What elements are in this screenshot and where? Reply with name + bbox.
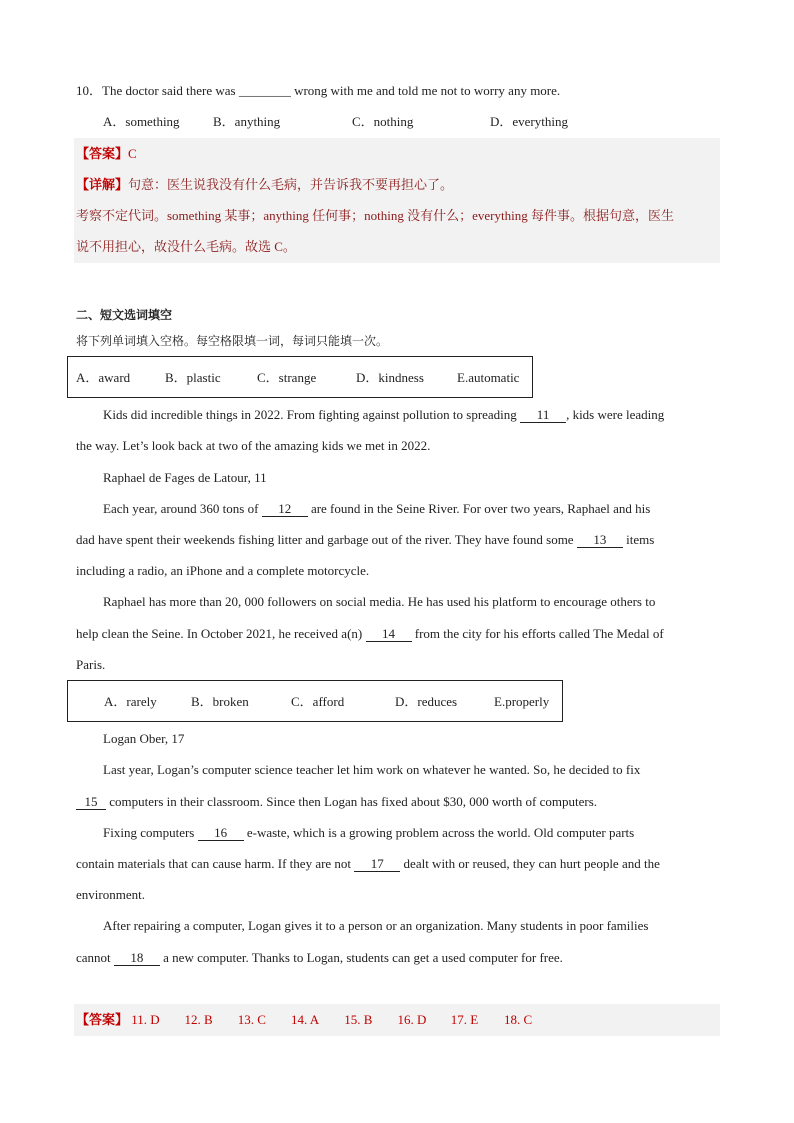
- q10-blank: ________: [238, 83, 291, 98]
- q10-option-d: D．everything: [490, 114, 568, 129]
- q10-stem-text-end: wrong with me and told me not to worry any more.: [290, 83, 561, 98]
- passage-text: from the city for his efforts called The Medal of: [411, 626, 664, 641]
- passage-text: dealt with or reused, they can hurt people and the: [400, 856, 660, 871]
- answer-item: 16. D: [397, 1012, 427, 1027]
- passage-line: Raphael has more than 20, 000 followers on social media. He has used his platform to encourage others to: [103, 594, 656, 609]
- passage-line: Last year, Logan’s computer science teacher let him work on whatever he wanted. So, he decided to fix: [103, 762, 641, 777]
- passage-line: [76, 531, 654, 549]
- q10-option-c: C．nothing: [352, 114, 414, 129]
- section-answers: [76, 1011, 554, 1029]
- passage-line: [76, 793, 597, 811]
- section-title: 二、短文选词填空: [76, 308, 173, 322]
- blank-14[interactable]: 14: [366, 627, 412, 642]
- passage-line: After repairing a computer, Logan gives it to a person or an organization. Many students in poor families: [103, 918, 649, 933]
- detail-text: 句意：医生说我没有什么毛病，并告诉我不要再担心了。: [128, 177, 454, 192]
- passage-line: [103, 824, 634, 842]
- passage-text: items: [622, 532, 655, 547]
- answer-item: 15. B: [344, 1012, 373, 1027]
- section-instruction: 将下列单词填入空格。每空格限填一词，每词只能填一次。: [76, 334, 389, 348]
- word-option: C．afford: [291, 694, 345, 709]
- q10-stem-text: 10．The doctor said there was: [76, 83, 239, 98]
- q10-option-a: A．something: [103, 114, 180, 129]
- word-option: A．award: [76, 370, 131, 385]
- passage-line: the way. Let’s look back at two of the amazing kids we met in 2022.: [76, 438, 431, 453]
- answer-value: C: [128, 146, 137, 161]
- passage-text: , kids were leading: [566, 407, 665, 422]
- word-option: C．strange: [257, 370, 317, 385]
- passage-line: [76, 949, 563, 967]
- passage-text: cannot: [76, 950, 114, 965]
- passage-line: [76, 625, 664, 643]
- detail-label: 【详解】: [76, 177, 129, 192]
- passage-text: e-waste, which is a growing problem across the world. Old computer parts: [243, 825, 635, 840]
- word-option: B．broken: [191, 694, 249, 709]
- q10-detail: [76, 176, 453, 194]
- passage-line: [103, 500, 650, 518]
- passage-text: dad have spent their weekends fishing litter and garbage out of the river. They have found some: [76, 532, 577, 547]
- passage-text: a new computer. Thanks to Logan, students can get a used computer for free.: [159, 950, 563, 965]
- passage-line: [76, 855, 660, 873]
- blank-12[interactable]: 12: [262, 502, 308, 517]
- passage-text: contain materials that can cause harm. If they are not: [76, 856, 355, 871]
- passage-line: including a radio, an iPhone and a complete motorcycle.: [76, 563, 370, 578]
- word-box-1: [67, 356, 533, 398]
- word-option: A．rarely: [104, 694, 157, 709]
- passage-text: computers in their classroom. Since then Logan has fixed about $30, 000 worth of computers.: [106, 794, 598, 809]
- passage-line: [103, 406, 664, 424]
- answer-item: 14. A: [291, 1012, 320, 1027]
- answer-label: 【答案】: [76, 1012, 129, 1027]
- answer-item: 11. D: [131, 1012, 160, 1027]
- blank-15[interactable]: 15: [76, 795, 106, 810]
- blank-18[interactable]: 18: [114, 951, 160, 966]
- person-name-1: Raphael de Fages de Latour, 11: [103, 470, 267, 485]
- word-box-2: [67, 680, 563, 722]
- answer-item: 17. E: [450, 1012, 479, 1027]
- passage-text: Each year, around 360 tons of: [103, 501, 262, 516]
- blank-16[interactable]: 16: [198, 826, 244, 841]
- answer-label: 【答案】: [76, 146, 129, 161]
- q10-answer: [76, 145, 137, 163]
- passage-text: Fixing computers: [103, 825, 198, 840]
- answer-item: 12. B: [184, 1012, 213, 1027]
- word-option: B．plastic: [165, 370, 221, 385]
- blank-13[interactable]: 13: [577, 533, 623, 548]
- passage-text: help clean the Seine. In October 2021, he received a(n): [76, 626, 366, 641]
- q10-option-b: B．anything: [213, 114, 281, 129]
- q10-explain-line1: 考察不定代词。something 某事；anything 任何事；nothing 没有什么；everything 每件事。根据句意，医生: [76, 208, 674, 223]
- word-option: E.automatic: [457, 370, 520, 385]
- passage-line: Paris.: [76, 657, 106, 672]
- word-option: D．reduces: [395, 694, 458, 709]
- answer-item: 13. C: [237, 1012, 266, 1027]
- passage-line: environment.: [76, 887, 145, 902]
- blank-17[interactable]: 17: [354, 857, 400, 872]
- passage-text: are found in the Seine River. For over two years, Raphael and his: [307, 501, 651, 516]
- answer-item: 18. C: [504, 1012, 533, 1027]
- word-option: E.properly: [494, 694, 550, 709]
- passage-text: Kids did incredible things in 2022. From fighting against pollution to spreading: [103, 407, 521, 422]
- q10-explain-line2: 说不用担心，故没什么毛病。故选 C。: [76, 239, 296, 254]
- q10-stem: [76, 82, 560, 100]
- word-option: D．kindness: [356, 370, 424, 385]
- blank-11[interactable]: 11: [520, 408, 566, 423]
- person-name-2: Logan Ober, 17: [103, 731, 185, 746]
